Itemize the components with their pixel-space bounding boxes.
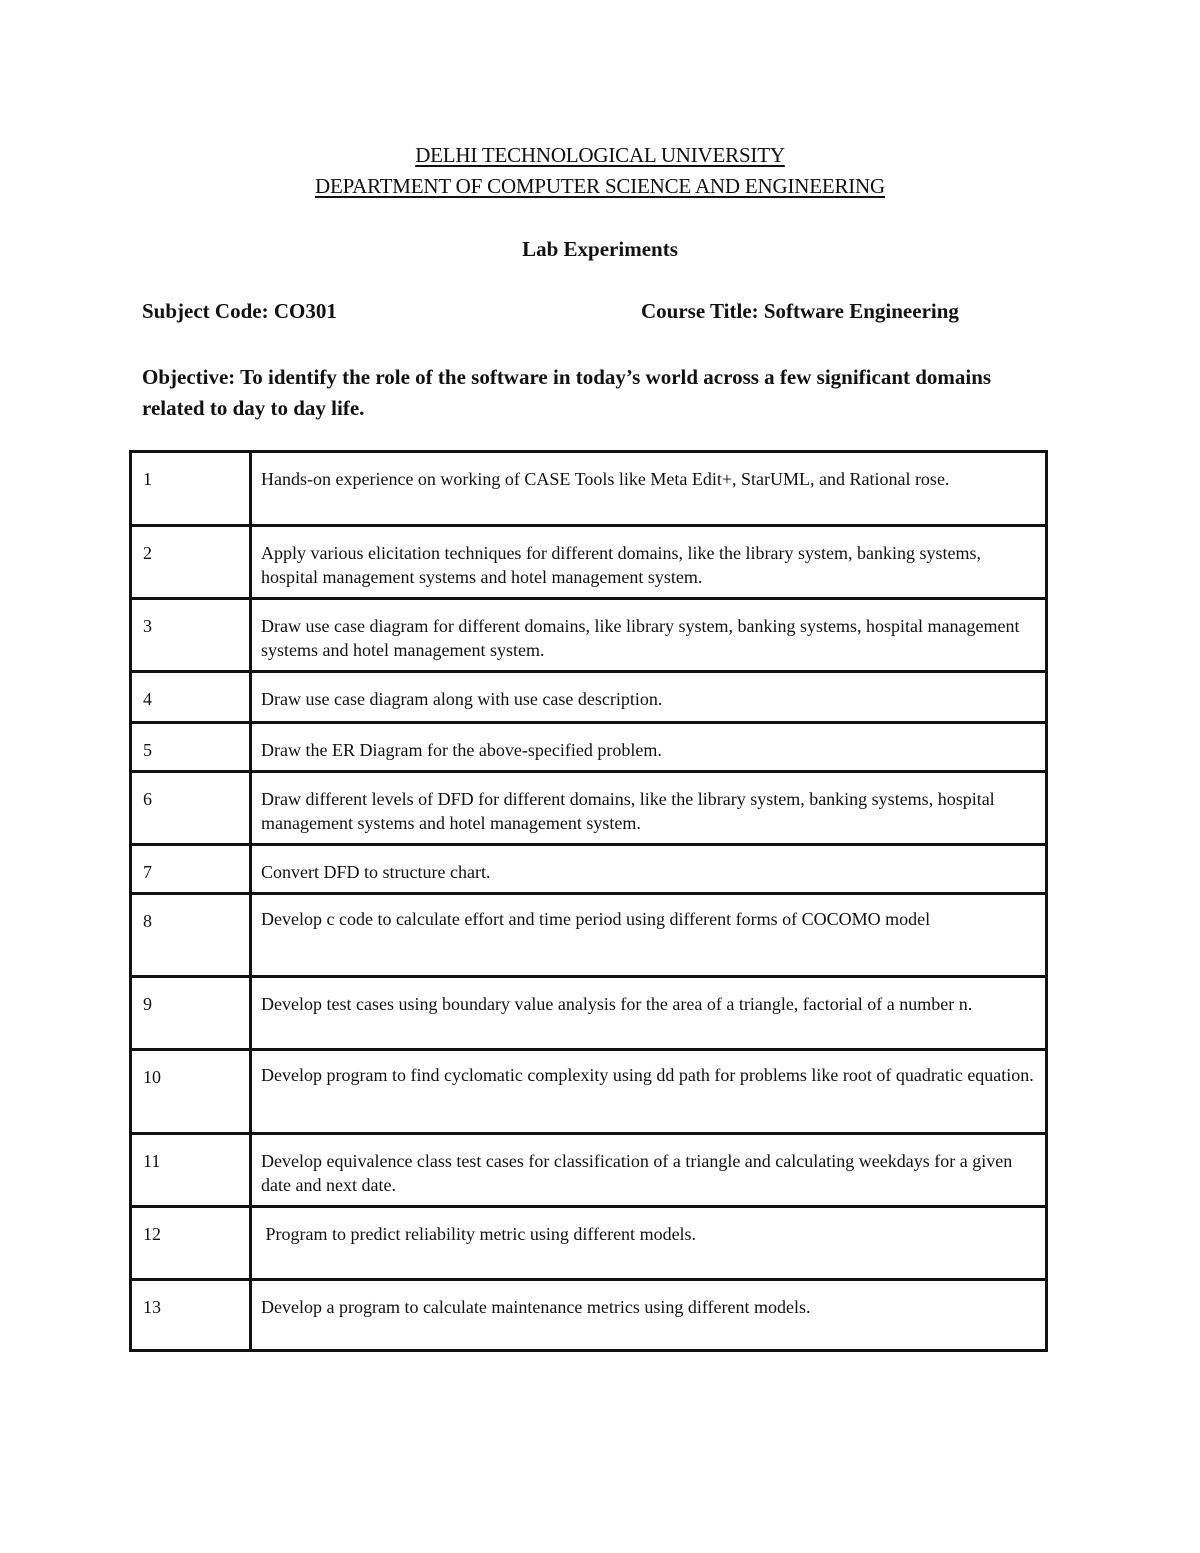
experiment-description: Program to predict reliability metric using different models. [251, 1207, 1047, 1280]
experiment-description: Hands-on experience on working of CASE Tools like Meta Edit+, StarUML, and Rational rose. [251, 452, 1047, 526]
table-row [131, 1050, 1047, 1134]
experiment-description: Develop program to find cyclomatic complexity using dd path for problems like root of quadratic equation. [251, 1050, 1047, 1134]
experiment-number: 11 [131, 1134, 251, 1207]
experiment-number: 7 [131, 845, 251, 894]
table-row [131, 1280, 1047, 1351]
experiment-number: 2 [131, 526, 251, 599]
table-row [131, 526, 1047, 599]
experiment-number: 6 [131, 772, 251, 845]
experiment-description: Draw different levels of DFD for different domains, like the library system, banking systems, hospital management systems and hotel management system. [251, 772, 1047, 845]
table-row [131, 772, 1047, 845]
objective-text: Objective: To identify the role of the software in today’s world across a few significant domains related to day to day life. [142, 365, 992, 420]
table-row [131, 452, 1047, 526]
experiment-description: Develop a program to calculate maintenance metrics using different models. [251, 1280, 1047, 1351]
course-title: Course Title: Software Engineering [641, 299, 959, 323]
table-row [131, 894, 1047, 977]
experiments-table [129, 450, 1048, 1352]
experiment-description: Draw use case diagram along with use case description. [251, 672, 1047, 723]
experiment-description: Develop test cases using boundary value analysis for the area of a triangle, factorial of a number n. [251, 977, 1047, 1050]
table-row [131, 599, 1047, 672]
table-row [131, 1207, 1047, 1280]
department-title: DEPARTMENT OF COMPUTER SCIENCE AND ENGINEERING [315, 174, 885, 198]
experiment-description: Draw the ER Diagram for the above-specified problem. [251, 723, 1047, 772]
experiment-description: Draw use case diagram for different domains, like library system, banking systems, hospital management systems and hotel management system. [251, 599, 1047, 672]
experiment-description: Develop equivalence class test cases for classification of a triangle and calculating weekdays for a given date and next date. [251, 1134, 1047, 1207]
table-row [131, 672, 1047, 723]
experiment-description: Apply various elicitation techniques for different domains, like the library system, banking systems, hospital management systems and hotel management system. [251, 526, 1047, 599]
experiment-number: 3 [131, 599, 251, 672]
university-title: DELHI TECHNOLOGICAL UNIVERSITY [415, 143, 785, 167]
experiment-number: 10 [131, 1050, 251, 1134]
table-row [131, 845, 1047, 894]
experiment-number: 12 [131, 1207, 251, 1280]
experiment-description: Convert DFD to structure chart. [251, 845, 1047, 894]
experiment-number: 1 [131, 452, 251, 526]
experiment-number: 5 [131, 723, 251, 772]
experiment-number: 13 [131, 1280, 251, 1351]
experiment-description: Develop c code to calculate effort and time period using different forms of COCOMO model [251, 894, 1047, 977]
experiment-number: 4 [131, 672, 251, 723]
experiment-number: 8 [131, 894, 251, 977]
page-subtitle: Lab Experiments [522, 237, 678, 261]
table-row [131, 1134, 1047, 1207]
subject-code: Subject Code: CO301 [142, 299, 337, 323]
table-row [131, 977, 1047, 1050]
experiment-number: 9 [131, 977, 251, 1050]
table-row [131, 723, 1047, 772]
